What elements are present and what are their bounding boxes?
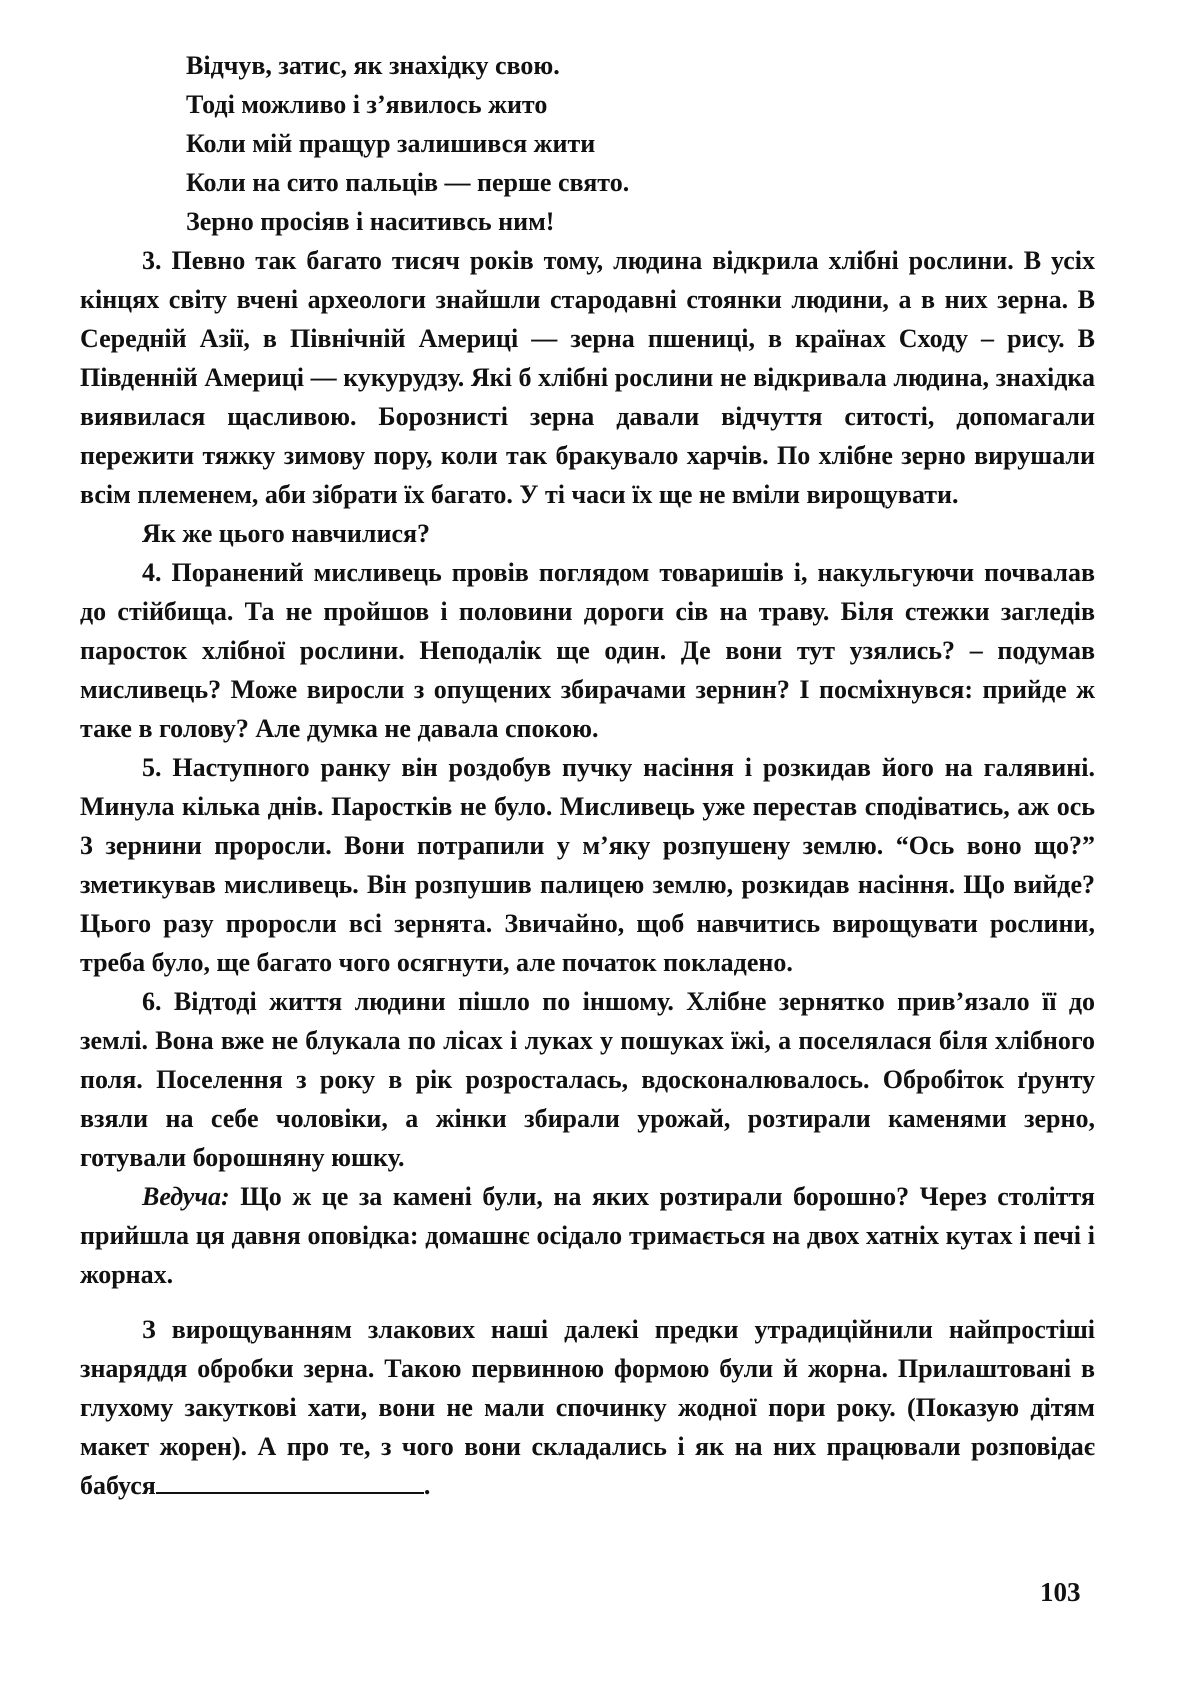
text-column — [80, 46, 1095, 1505]
paragraph-3: 3. Певно так багато тисяч років тому, людина відкрила хлібні рослини. В усіх кінцях світу вчені археологи знайшли стародавні стоянки людини, а в них зерна. В Середній Азії, в Північній Америці — зерна пшениці, в країнах Сходу – рису. В Південній Америці — кукурудзу. Які б хлібні рослини не відкривала людина, знахідка виявилася щасливою. Борознисті зерна давали відчуття ситості, допомагали пережити тяжку зимову пору, коли так бракувало харчів. По хлібне зерно вирушали всім племенем, аби зібрати їх багато. У ті часи їх ще не вміли вирощувати. — [80, 246, 1095, 509]
verse-line: Коли на сито пальців — перше свято. — [186, 168, 630, 197]
paragraph-5: 5. Наступного ранку він роздобув пучку насіння і розкидав його на галявині. Минула кілька днів. Паростків не було. Мисливець уже перестав сподіватись, аж ось 3 зернини проросли. Вони потрапили у м’яку розпушену землю. “Ось воно що?” зметикував мисливець. Він розпушив палицею землю, розкидав насіння. Що вийде? Цього разу проросли всі зернята. Звичайно, щоб навчитись вирощувати рослини, треба було, ще багато чого осягнути, але початок покладено. — [80, 753, 1095, 977]
final-text: З вирощуванням злакових наші далекі предки утрадиційнили найпростіші знаряддя обробки зерна. Такою первинною формою були й жорна. Прилаштовані в глухому закуткові хати, вони не мали спочинку жодної пори року. (Показую дітям макет жорен). А про те, з чого вони складались і як на них працювали розповідає бабуся — [80, 1315, 1095, 1500]
speaker-label: Ведуча: — [142, 1182, 230, 1211]
final-period: . — [423, 1471, 431, 1500]
verse-line: Відчув, затис, як знахідку свою. — [186, 51, 560, 80]
leader-paragraph — [80, 1177, 1095, 1294]
paragraph-4: 4. Поранений мисливець провів поглядом товаришів і, накульгуючи почвалав до стійбища. Та не пройшов і половини дороги сів на траву. Біля стежки загледів паросток хлібної рослини. Неподалік ще один. Де вони тут узялись? – подумав мисливець? Може виросли з опущених збирачами зернин? І посміхнувся: прийде ж таке в голову? Але думка не давала спокою. — [80, 558, 1095, 743]
page-number: 103 — [1040, 1577, 1081, 1607]
verse-line: Коли мій пращур залишився жити — [186, 129, 596, 158]
verse-line: Тоді можливо і з’явилось жито — [186, 90, 548, 119]
leader-text: Що ж це за камені були, на яких розтирали борошно? Через століття прийшла ця давня оповідка: домашнє осідало тримається на двох хатніх кутах і печі і жорнах. — [80, 1182, 1095, 1289]
final-paragraph — [80, 1310, 1095, 1505]
fill-in-blank-line — [156, 1470, 424, 1494]
verse-block — [186, 46, 1095, 241]
paragraph-6: 6. Відтоді життя людини пішло по іншому. Хлібне зернятко прив’язало її до землі. Вона вже не блукала по лісах і луках у пошуках їжі, а поселялася біля хлібного поля. Поселення з року в рік розросталась, вдосконалювалось. Обробіток ґрунту взяли на себе чоловіки, а жінки збирали урожай, розтирали каменями зерно, готували борошняну юшку. — [80, 987, 1095, 1172]
question-line: Як же цього навчилися? — [142, 519, 431, 548]
verse-line: Зерно просіяв і наситивсь ним! — [186, 207, 555, 236]
